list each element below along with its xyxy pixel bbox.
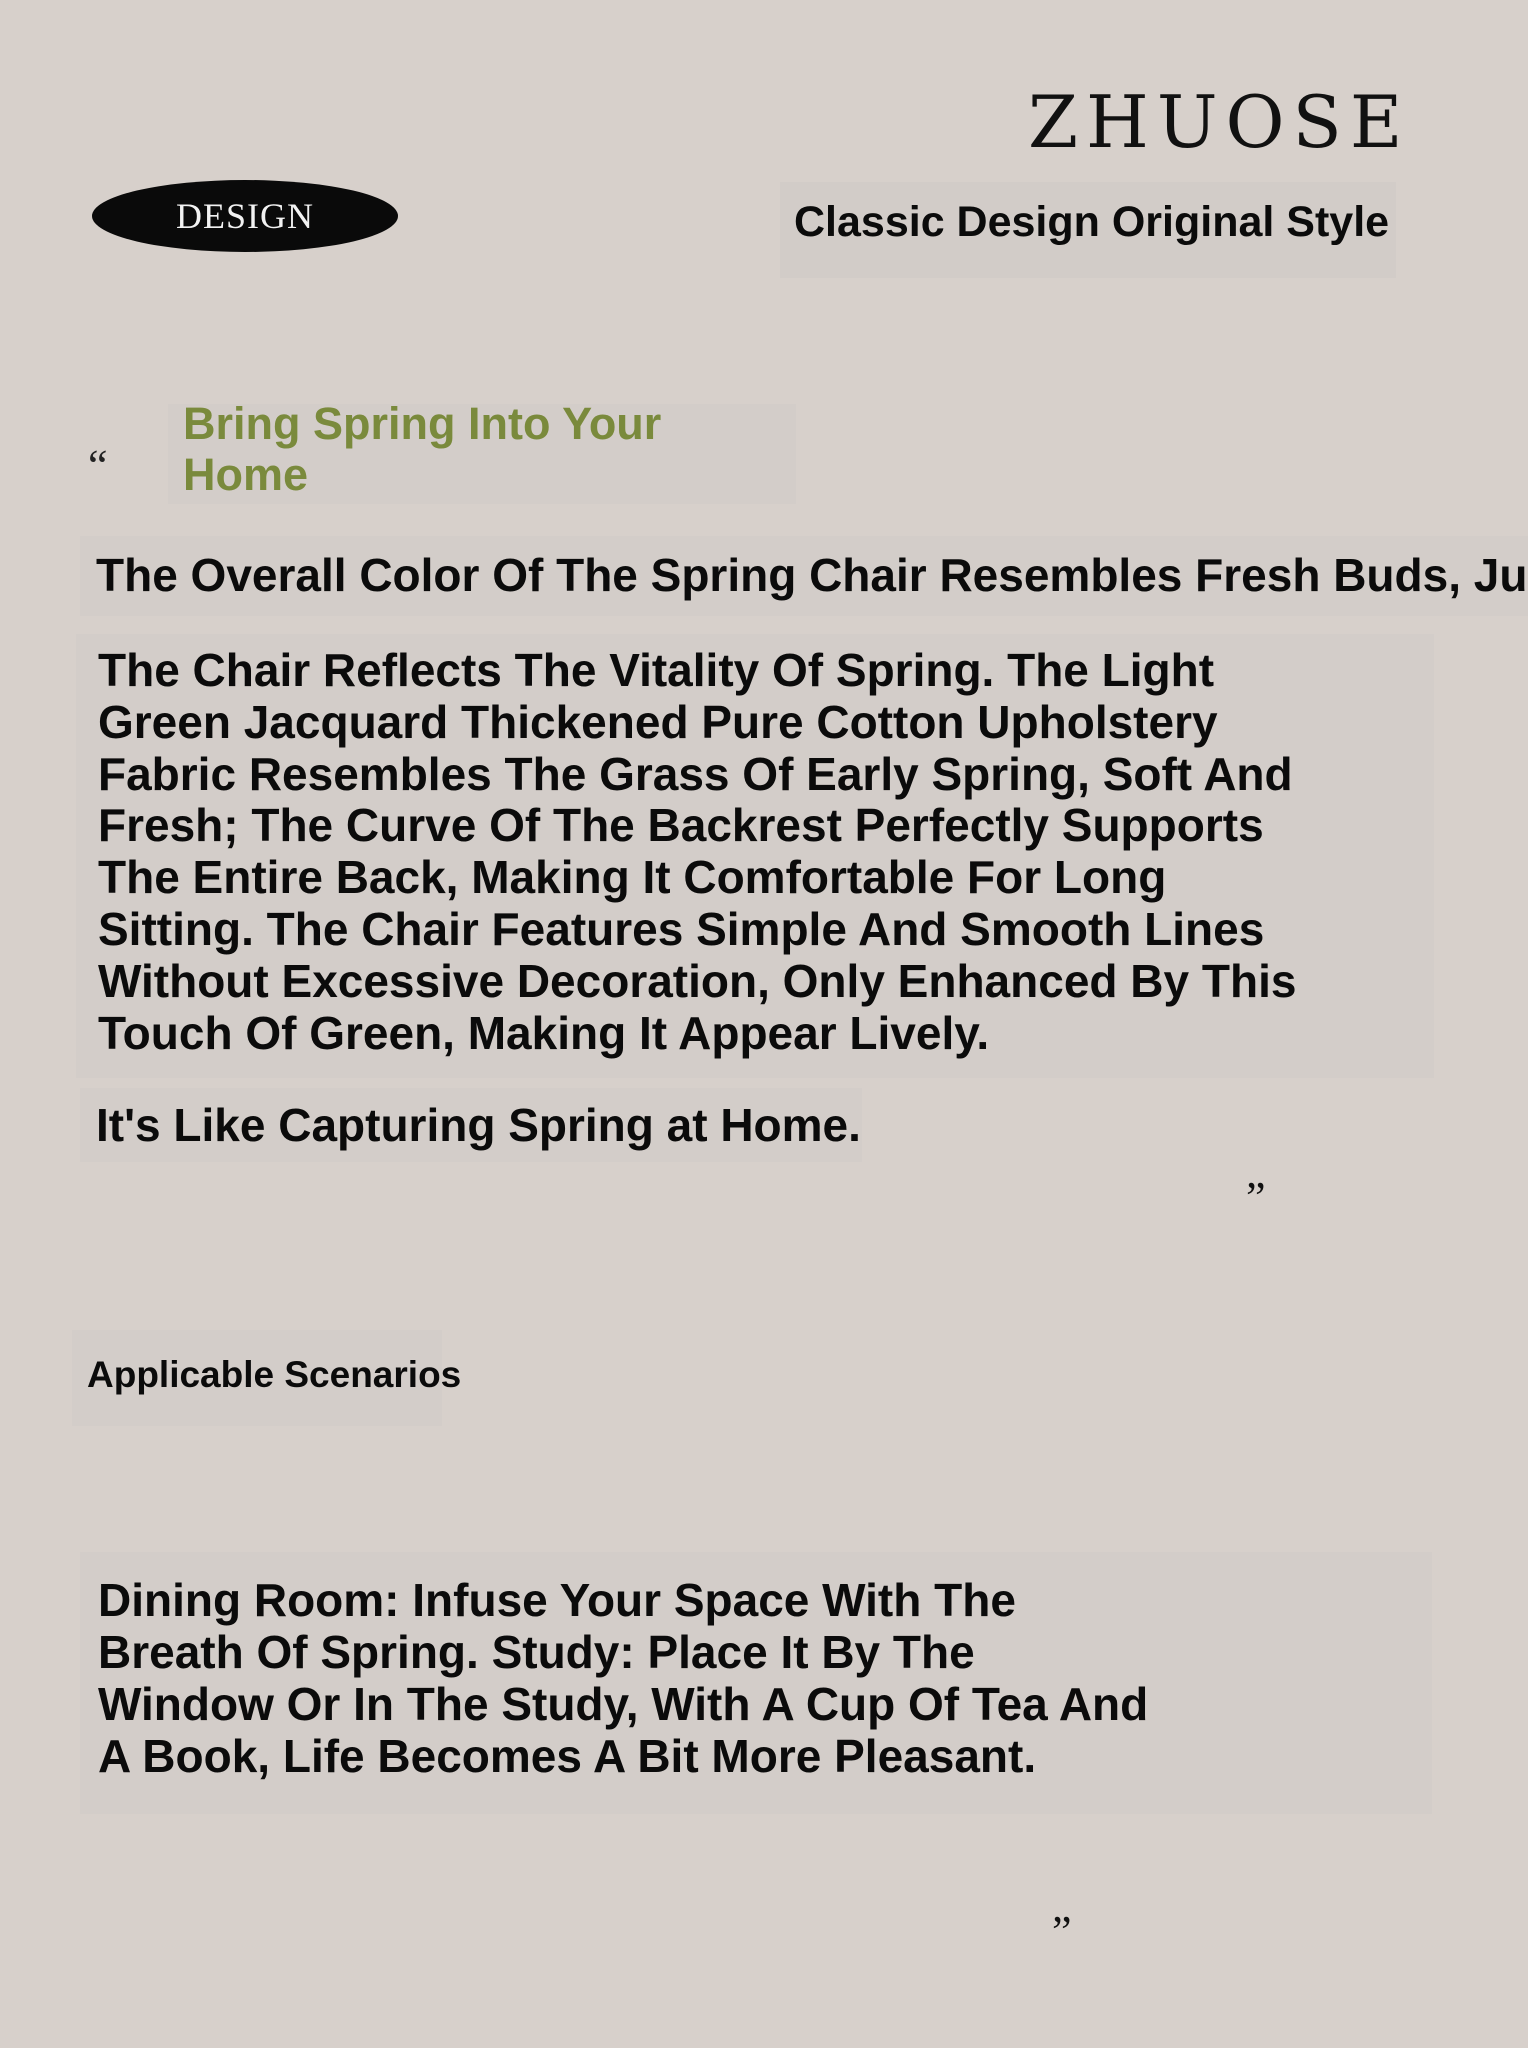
- section-heading: [183, 398, 743, 500]
- scenario-line: Breath Of Spring. Study: Place It By The: [98, 1626, 975, 1678]
- description-line: Sitting. The Chair Features Simple And Smooth Lines: [98, 902, 1265, 955]
- scenario-line: A Book, Life Becomes A Bit More Pleasant.: [98, 1730, 1037, 1782]
- closing-line: It's Like Capturing Spring at Home.: [96, 1099, 861, 1151]
- heading-line: Bring Spring Into Your: [183, 398, 662, 449]
- description-line: Without Excessive Decoration, Only Enhanced By This: [98, 954, 1297, 1007]
- description-line: The Chair Reflects The Vitality Of Spring. The Light: [98, 644, 1215, 696]
- design-badge: [92, 180, 398, 252]
- close-quote-mark: ”: [1246, 1173, 1266, 1222]
- intro-line: The Overall Color Of The Spring Chair Resembles Fresh Buds, Ju: [96, 549, 1528, 601]
- description-line: Green Jacquard Thickened Pure Cotton Upholstery: [98, 695, 1218, 748]
- description-line: The Entire Back, Making It Comfortable For Long: [98, 851, 1167, 904]
- description-line: Fresh; The Curve Of The Backrest Perfectly Supports: [98, 799, 1264, 852]
- brand-logo: ZHUOSE: [1028, 80, 1411, 164]
- scenarios-paragraph: [98, 1574, 1148, 1782]
- close-quote-mark-bottom: ”: [1052, 1907, 1072, 1956]
- scenario-line: Window Or In The Study, With A Cup Of Tea And: [98, 1678, 1149, 1730]
- description-line: Fabric Resembles The Grass Of Early Spring, Soft And: [98, 747, 1293, 800]
- heading-line: Home: [183, 449, 309, 500]
- design-badge-label: DESIGN: [176, 196, 314, 236]
- scenarios-title: Applicable Scenarios: [87, 1354, 462, 1395]
- scenario-line: Dining Room: Infuse Your Space With The: [98, 1574, 1016, 1626]
- description-line: Touch Of Green, Making It Appear Lively.: [98, 1006, 990, 1059]
- tagline: Classic Design Original Style: [794, 198, 1390, 246]
- open-quote-mark: “: [88, 441, 108, 490]
- description-paragraph: [98, 645, 1398, 1059]
